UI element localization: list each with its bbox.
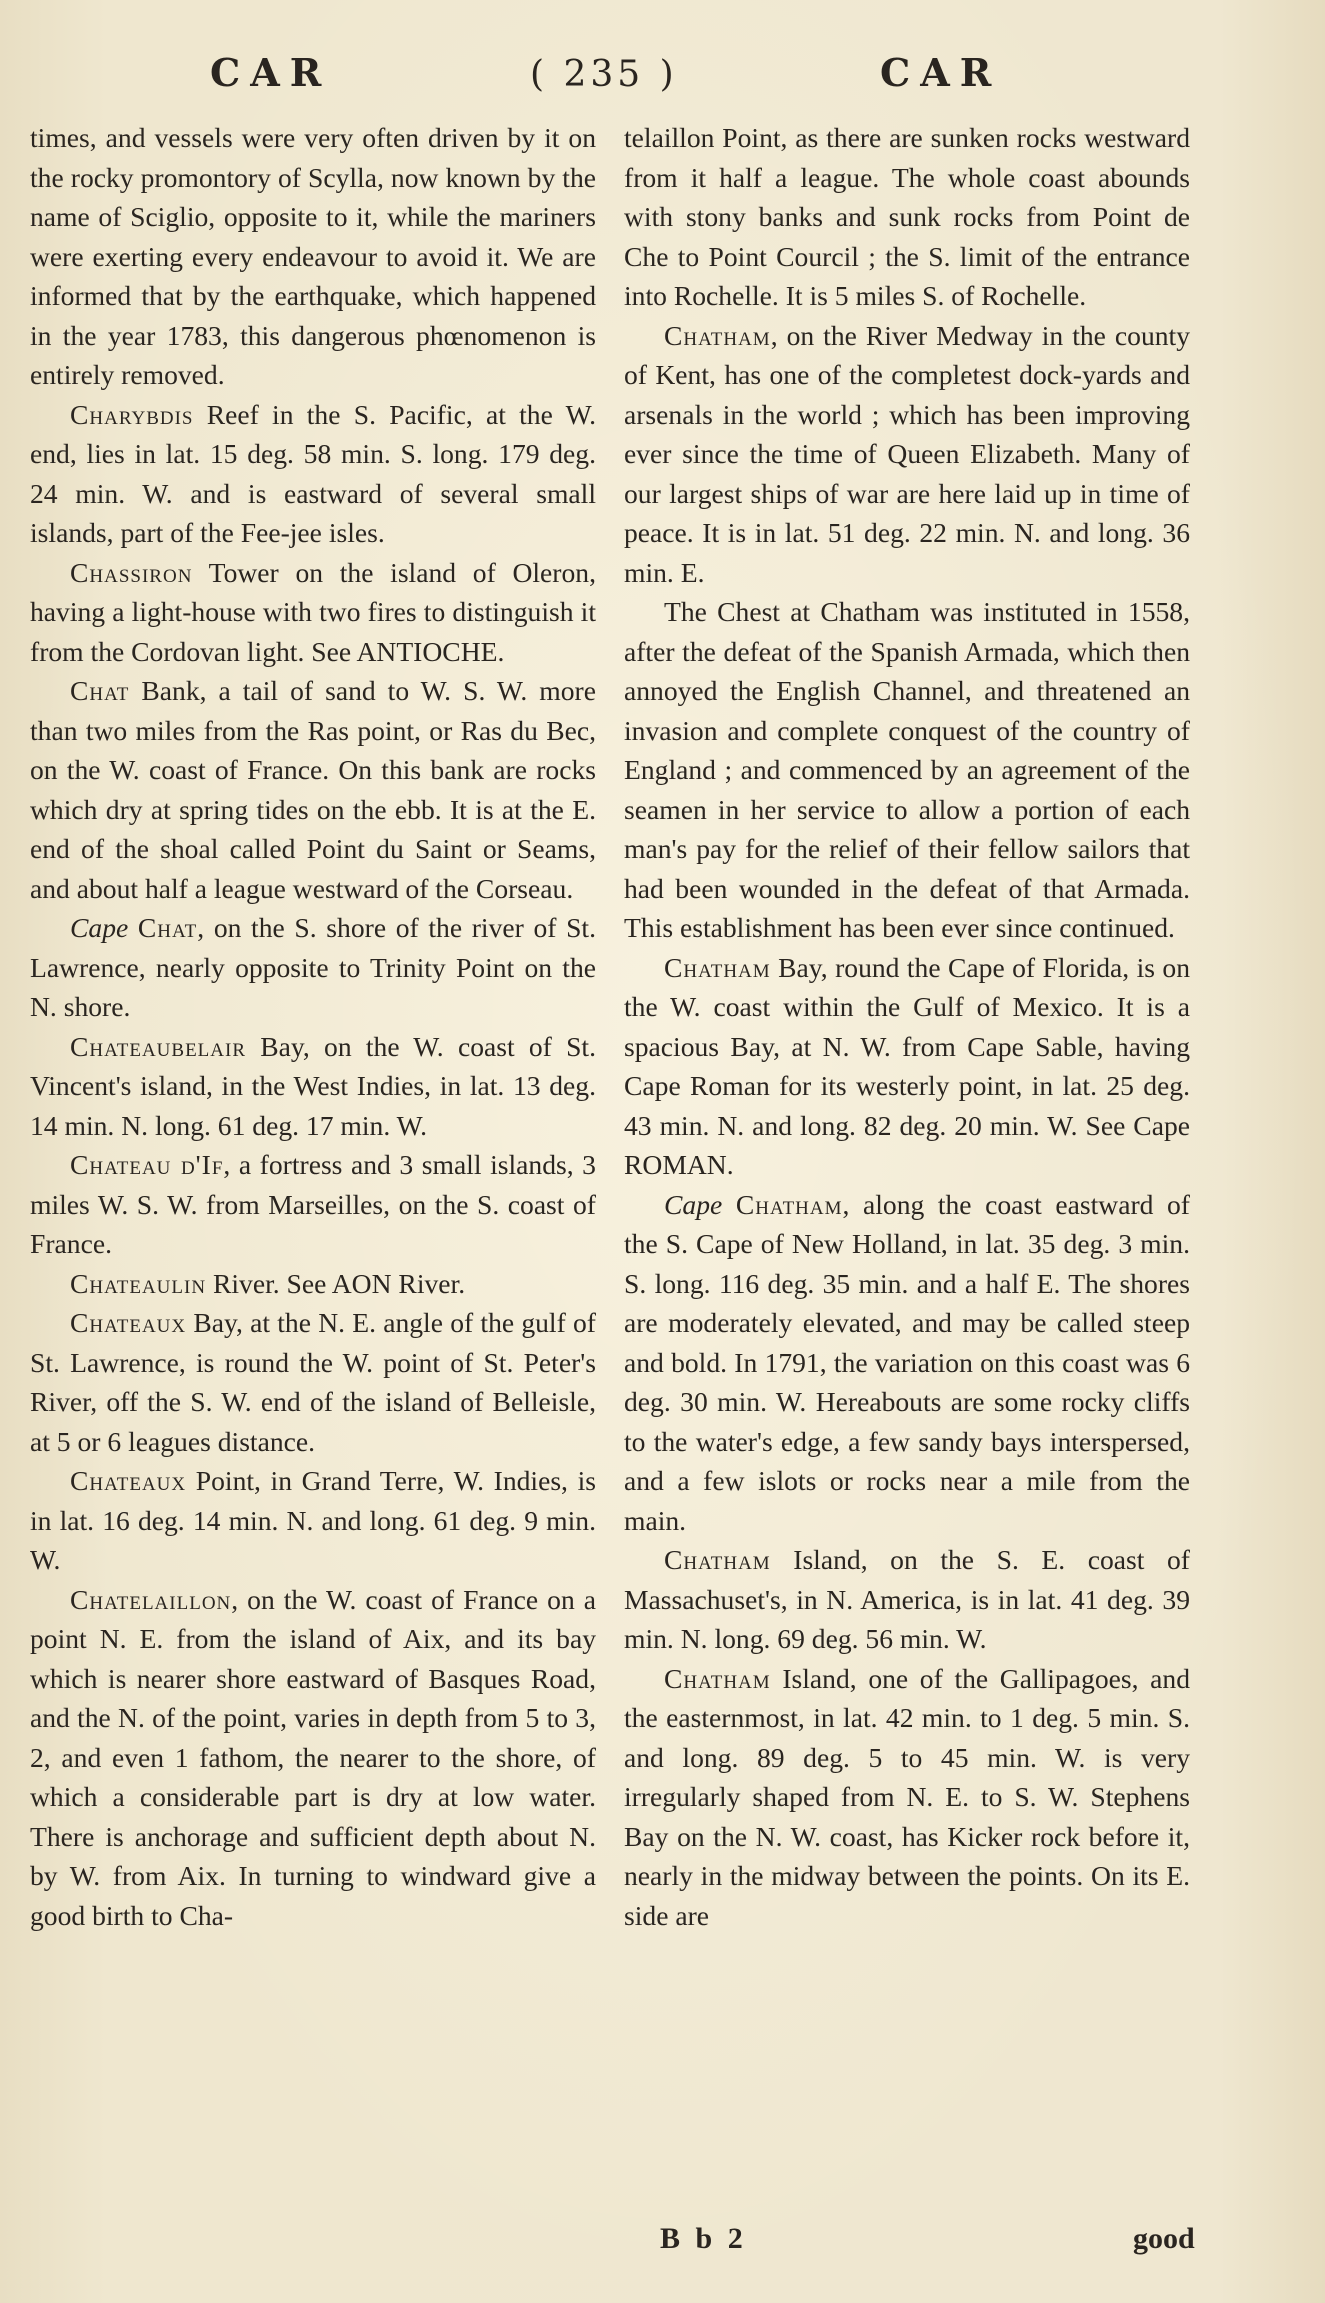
- entry-text: times, and vessels were very often driven by it on the rocky promontory of Scylla, now known by the name of Sciglio, opposite to it, while the mariners were exerting every endeavour to avoid it. We are informed that by the earthquake, which happened in the year 1783, this dangerous phœnomenon is entirely removed.: [30, 122, 596, 390]
- entry-headword: Chat: [70, 675, 130, 706]
- entry-headword: Chateaubelair: [70, 1030, 247, 1062]
- gazetteer-entry: [30, 118, 596, 395]
- entry-headword: Chatham: [664, 319, 771, 351]
- left-column: [30, 118, 596, 1935]
- entry-headword: Chatelaillon: [70, 1583, 232, 1615]
- entry-text: Point, in Grand Terre, W. Indies, is in lat. 16 deg. 14 min. N. and long. 61 deg. 9 min. W.: [30, 1465, 596, 1575]
- page-header: [0, 50, 1325, 110]
- entry-headword: Chatham: [664, 951, 771, 983]
- entry-text: Bank, a tail of sand to W. S. W. more than two miles from the Ras point, or Ras du Bec, on the W. coast of France. On this bank are rocks which dry at spring tides on the ebb. It is at the E. end of the shoal called Point du Saint or Seams, and about half a league westward of the Corseau.: [30, 675, 596, 904]
- gazetteer-entry: [30, 395, 596, 553]
- entry-headword: Chateaux: [70, 1307, 187, 1338]
- gazetteer-entry: [30, 908, 596, 1027]
- entry-text: Island, on the S. E. coast of Massachuset's, in N. America, is in lat. 41 deg. 39 min. N. long. 69 deg. 56 min. W.: [624, 1544, 1190, 1654]
- entry-text: Tower on the island of Oleron, having a light-house with two fires to distinguish it from the Cordovan light. See ANTIOCHE.: [30, 556, 596, 667]
- entry-headword: Charybdis: [70, 398, 194, 430]
- gazetteer-entry: [30, 671, 596, 908]
- entry-text: The Chest at Chatham was instituted in 1558, after the defeat of the Spanish Armada, which then annoyed the English Channel, and threatened an invasion and complete conquest of the country of England ; and commenced by an agreement of the seamen in her service to allow a portion of each man's pay for the relief of their fellow sailors that had been wounded in the defeat of that Armada. This establishment has been ever since continued.: [624, 596, 1190, 943]
- gazetteer-entry: [30, 1303, 596, 1461]
- entry-text: Bay, on the W. coast of St. Vincent's island, in the West Indies, in lat. 13 deg. 14 min. N. long. 61 deg. 17 min. W.: [30, 1030, 596, 1141]
- gazetteer-entry: [624, 1659, 1190, 1936]
- entry-text: Bay, round the Cape of Florida, is on the W. coast within the Gulf of Mexico. It is a spacious Bay, at N. W. from Cape Sable, having Cape Roman for its westerly point, in lat. 25 deg. 43 min. N. and long. 82 deg. 20 min. W. See Cape ROMAN.: [624, 951, 1190, 1180]
- page-footer: [0, 2222, 1325, 2272]
- entry-text: Bay, at the N. E. angle of the gulf of St. Lawrence, is round the W. point of St. Peter's River, off the S. W. end of the island of Belleisle, at 5 or 6 leagues distance.: [30, 1307, 596, 1457]
- entry-text: Island, one of the Gallipagoes, and the easternmost, in lat. 42 min. to 1 deg. 5 min. S. and long. 89 deg. 5 to 45 min. W. is very irregularly shaped from N. E. to S. W. Stephens Bay on the N. W. coast, has Kicker rock before it, nearly in the midway between the points. On its E. side are: [624, 1662, 1190, 1931]
- entry-headword: Chateaulin: [70, 1267, 207, 1299]
- entry-text: , on the W. coast of France on a point N. E. from the island of Aix, and its bay which is nearer shore eastward of Basques Road, and the N. of the point, varies in depth from 5 to 3, 2, and even 1 fathom, the nearer to the shore, of which a considerable part is dry at low water. There is anchorage and sufficient depth about N. by W. from Aix. In turning to windward give a good birth to Cha-: [30, 1583, 596, 1931]
- page-number: ( 235 ): [530, 54, 678, 95]
- entry-headword: Chatham: [664, 1662, 771, 1694]
- gazetteer-entry: [624, 948, 1190, 1185]
- entry-prefix: Cape: [664, 1188, 723, 1220]
- gazetteer-entry: [30, 1580, 596, 1936]
- entry-text: River. See AON River.: [206, 1267, 466, 1299]
- entry-text: Reef in the S. Pacific, at the W. end, lies in lat. 15 deg. 58 min. S. long. 179 deg. 24 min. W. and is eastward of several small islands, part of the Fee-jee isles.: [30, 398, 596, 548]
- entry-text: , a fortress and 3 small islands, 3 miles W. S. W. from Marseilles, on the S. coast of France.: [30, 1149, 596, 1259]
- gazetteer-entry: [30, 553, 596, 672]
- running-head-right: CAR: [880, 50, 1002, 95]
- entry-headword: Chatham: [735, 1188, 843, 1220]
- signature-mark: B b 2: [660, 2222, 747, 2255]
- gazetteer-entry: [624, 592, 1190, 948]
- right-column: [624, 118, 1190, 1935]
- entry-text: telaillon Point, as there are sunken rocks westward from it half a league. The whole coast abounds with stony banks and sunk rocks from Point de Che to Point Courcil ; the S. limit of the entrance into Rochelle. It is 5 miles S. of Rochelle.: [624, 122, 1190, 311]
- gazetteer-entry: [30, 1461, 596, 1580]
- entry-headword: Chatham: [664, 1544, 771, 1575]
- gazetteer-entry: [624, 316, 1190, 593]
- gazetteer-entry: [30, 1145, 596, 1264]
- entry-prefix: Cape: [70, 912, 129, 943]
- entry-text: , along the coast eastward of the S. Cape of New Holland, in lat. 35 deg. 3 min. S. long. 116 deg. 35 min. and a half E. The shores are moderately elevated, and may be called steep and bold. In 1791, the variation on this coast was 6 deg. 30 min. W. Hereabouts are some rocky cliffs to the water's edge, a few sandy bays interspersed, and a few islots or rocks near a mile from the main.: [624, 1188, 1190, 1536]
- entry-headword: Chateau d'If: [70, 1149, 224, 1180]
- entry-text: , on the River Medway in the county of Kent, has one of the completest dock-yards and arsenals in the world ; which has been improving ever since the time of Queen Elizabeth. Many of our largest ships of war are here laid up in time of peace. It is in lat. 51 deg. 22 min. N. and long. 36 min. E.: [624, 319, 1190, 588]
- gazetteer-entry: [624, 118, 1190, 316]
- entry-headword: Chassiron: [70, 556, 193, 588]
- catchword: good: [1133, 2222, 1195, 2255]
- entry-headword: Chat: [137, 912, 198, 943]
- entry-headword: Chateaux: [70, 1465, 187, 1496]
- gazetteer-entry: [30, 1027, 596, 1146]
- running-head-left: CAR: [210, 50, 332, 95]
- entry-text: , on the S. shore of the river of St. Lawrence, nearly opposite to Trinity Point on the N. shore.: [30, 912, 596, 1022]
- gazetteer-entry: [30, 1264, 596, 1304]
- gazetteer-entry: [624, 1185, 1190, 1541]
- gazetteer-entry: [624, 1540, 1190, 1659]
